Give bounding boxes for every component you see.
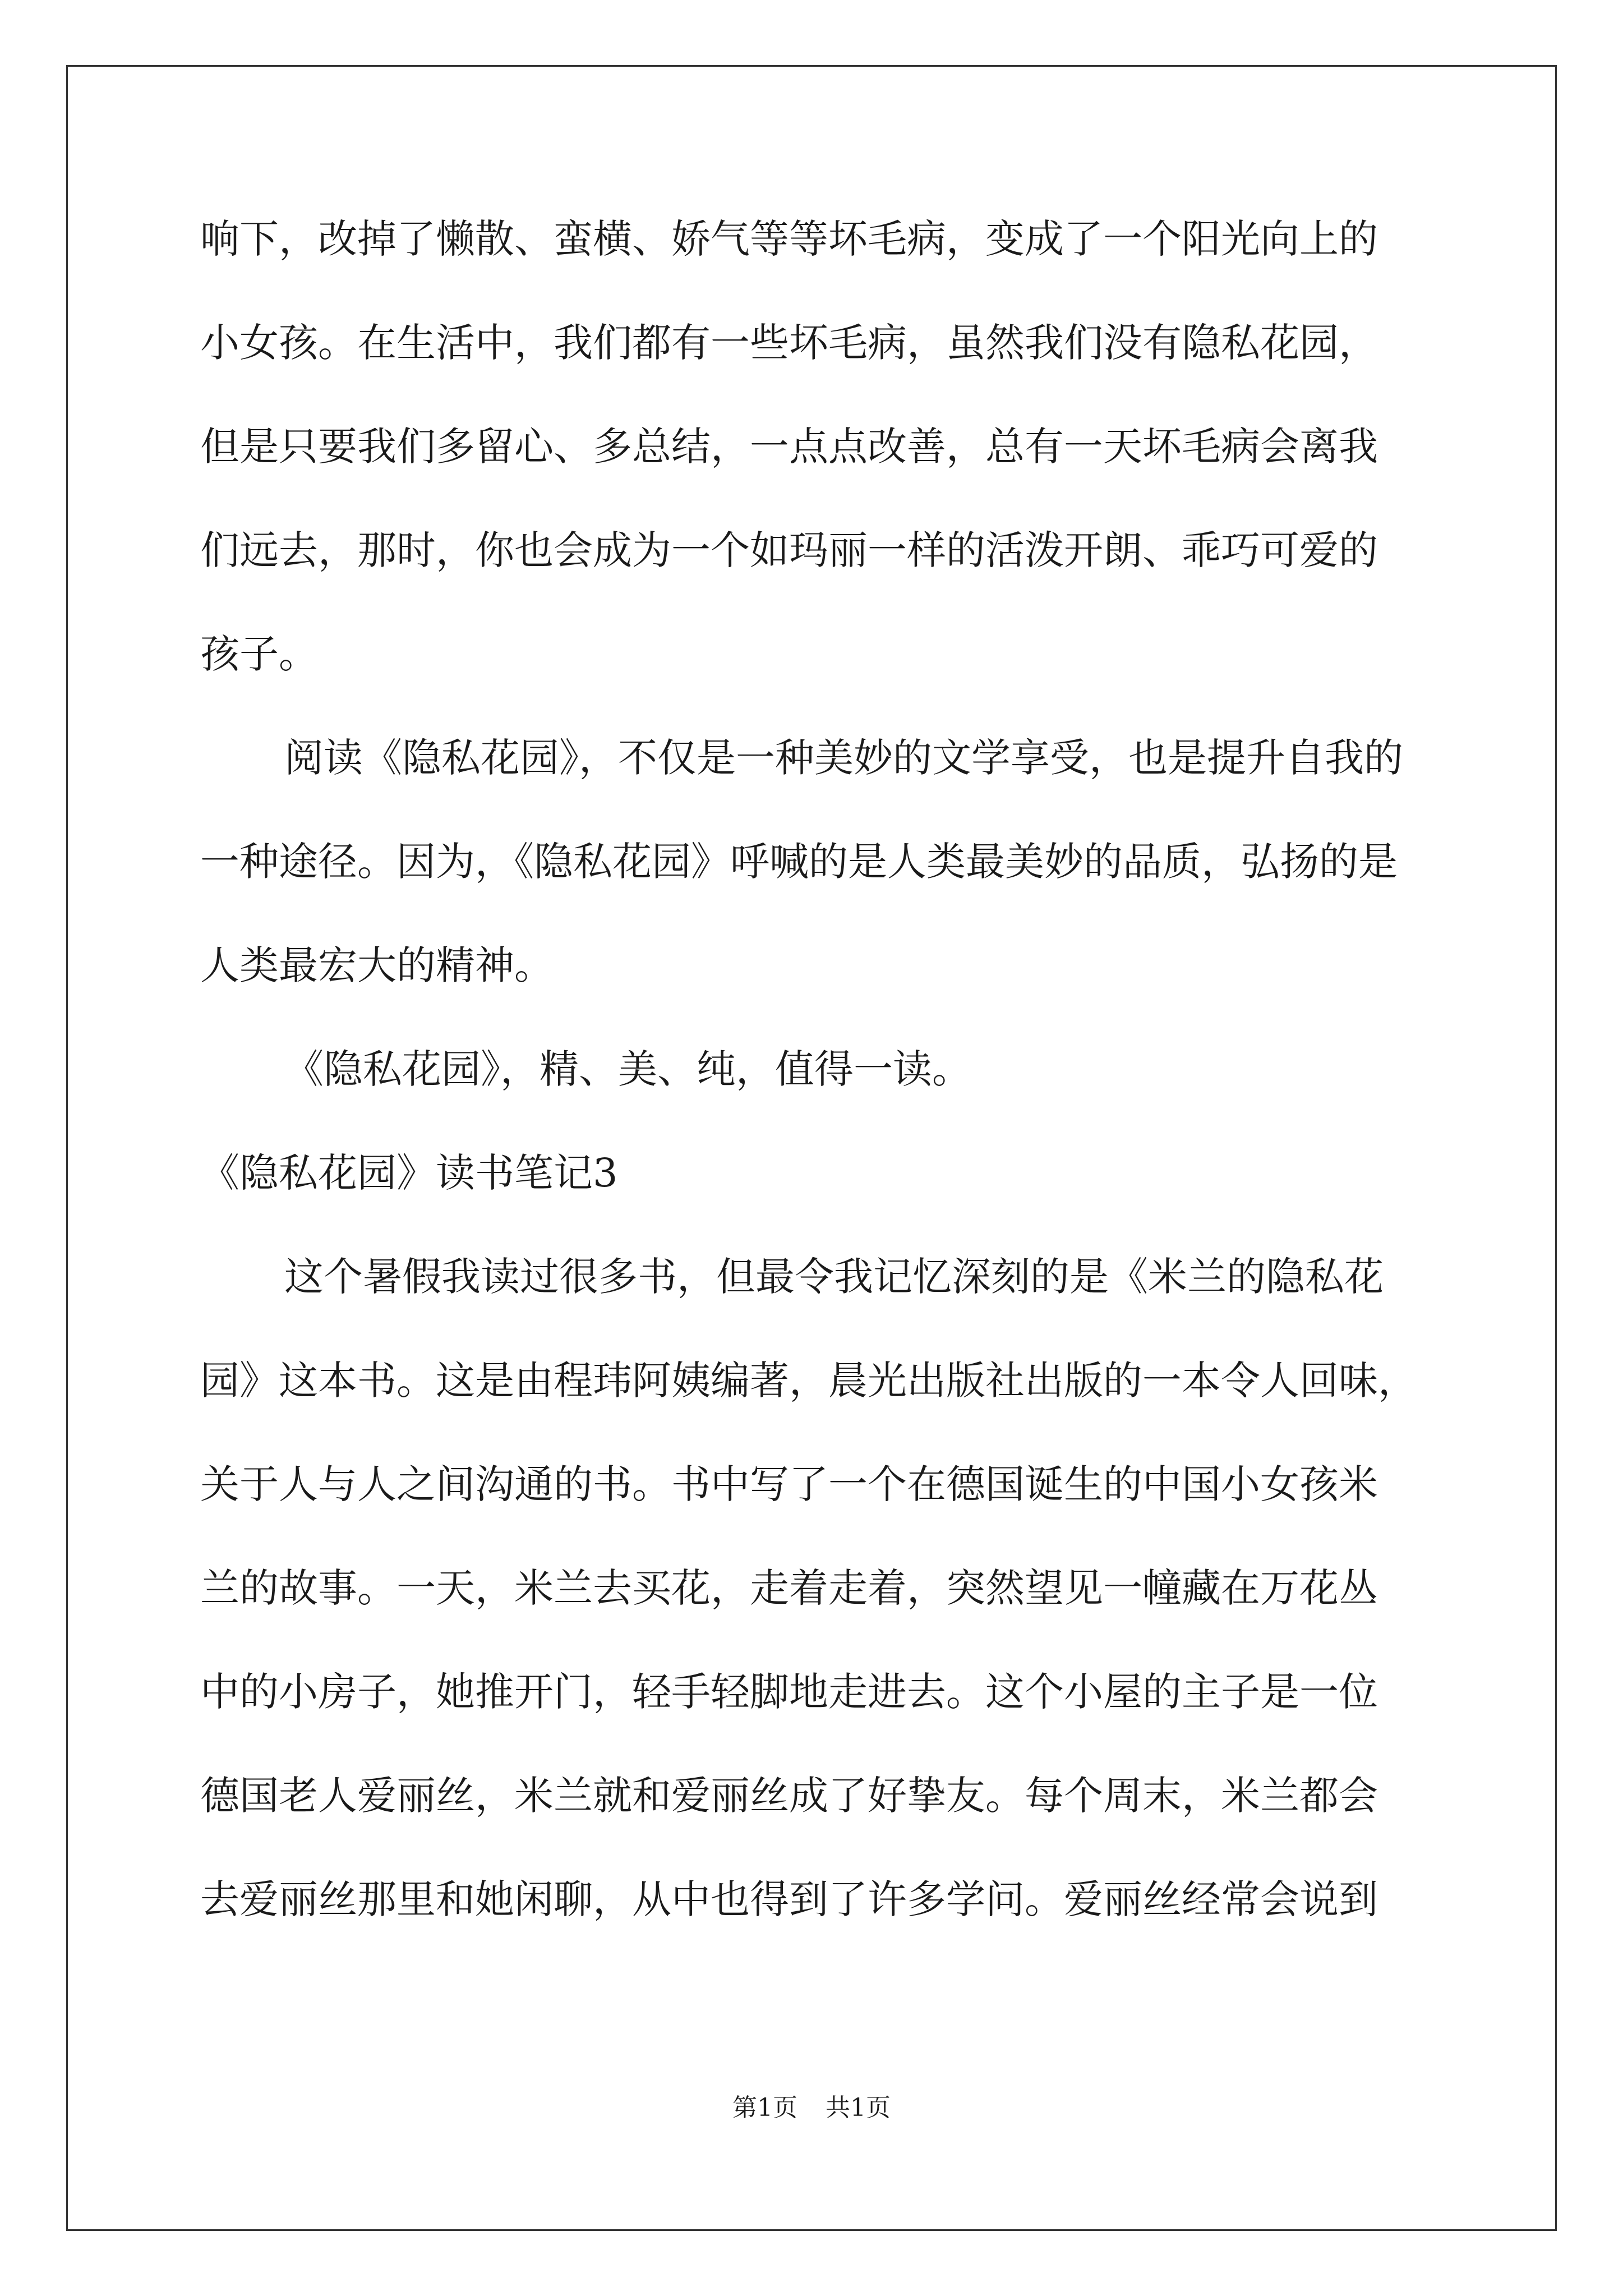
section-heading: 《隐私花园》读书笔记3: [200, 1150, 618, 1196]
text-line: 孩子。: [200, 631, 318, 677]
text-line: 兰的故事。一天，米兰去买花，走着走着，突然望见一幢藏在万花丛: [200, 1565, 1378, 1611]
text-line: 中的小房子，她推开门，轻手轻脚地走进去。这个小屋的主子是一位: [200, 1669, 1378, 1715]
text-line: 去爱丽丝那里和她闲聊，从中也得到了许多学问。爱丽丝经常会说到: [200, 1876, 1378, 1922]
text-line: 但是只要我们多留心、多总结，一点点改善，总有一天坏毛病会离我: [200, 424, 1378, 470]
text-line: 一种途径。因为，《隐私花园》呼喊的是人类最美妙的品质，弘扬的是: [200, 839, 1398, 885]
page-total: 共1页: [826, 2093, 891, 2122]
text-line: 人类最宏大的精神。: [200, 942, 554, 988]
paragraph-start-line: 《隐私花园》，精、美、纯，值得一读。: [284, 1046, 971, 1092]
text-line: 德国老人爱丽丝，米兰就和爱丽丝成了好挚友。每个周末，米兰都会: [200, 1773, 1378, 1819]
page-footer: [0, 2091, 1623, 2125]
paragraph-start-line: 这个暑假我读过很多书，但最令我记忆深刻的是《米兰的隐私花: [284, 1254, 1384, 1300]
page-number: 第1页: [732, 2093, 797, 2122]
text-line: 关于人与人之间沟通的书。书中写了一个在德国诞生的中国小女孩米: [200, 1461, 1378, 1507]
text-line: 园》这本书。这是由程玮阿姨编著，晨光出版社出版的一本令人回味，: [200, 1358, 1417, 1404]
text-line: 们远去，那时，你也会成为一个如玛丽一样的活泼开朗、乖巧可爱的: [200, 527, 1378, 573]
paragraph-start-line: 阅读《隐私花园》，不仅是一种美妙的文学享受，也是提升自我的: [284, 735, 1403, 781]
text-line: 响下，改掉了懒散、蛮横、娇气等等坏毛病，变成了一个阳光向上的: [200, 216, 1378, 262]
text-line: 小女孩。在生活中，我们都有一些坏毛病，虽然我们没有隐私花园，: [200, 320, 1378, 366]
